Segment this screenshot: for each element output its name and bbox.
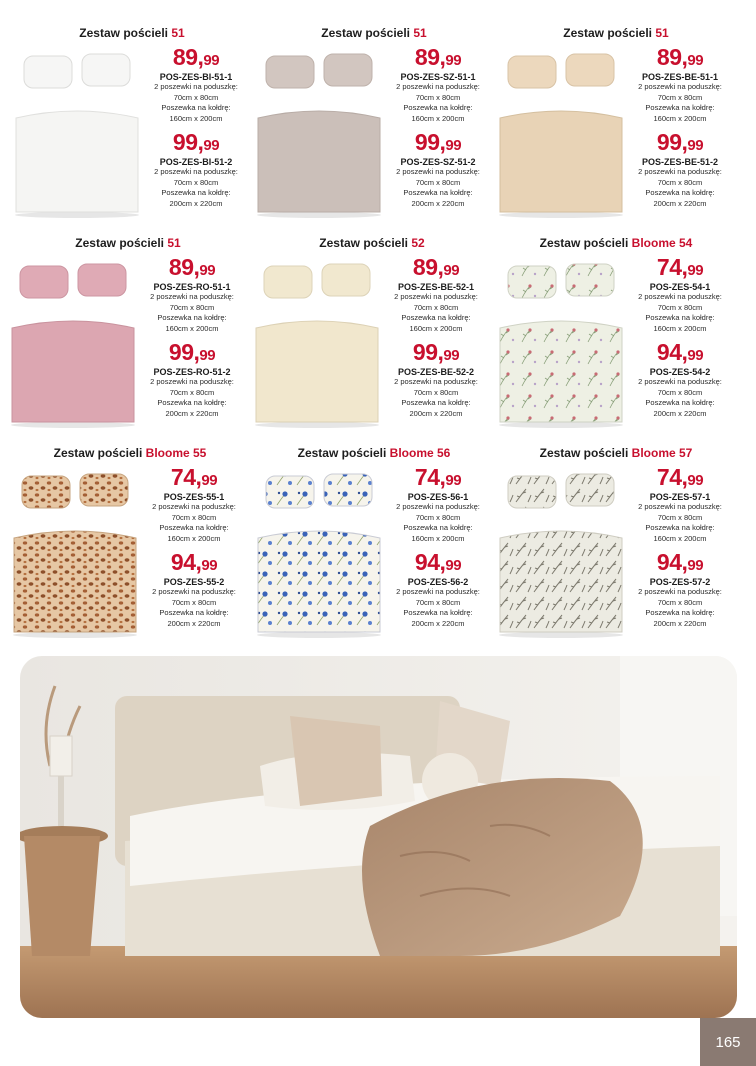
duvet-cover-label: Poszewka na kołdrę: [645,608,715,617]
duvet-cover-label: Poszewka na kołdrę: [401,313,471,322]
product-code: POS-ZES-BI-51-1 [159,72,233,82]
bedding-set-image [252,258,382,428]
price-info [136,256,248,419]
product-code: POS-ZES-55-1 [163,492,225,502]
price: 89,99 [414,44,462,70]
duvet-cover-label: Poszewka na kołdrę: [161,188,231,197]
product-title: Zestaw pościeli 51 [75,236,181,250]
duvet-cover-label: Poszewka na kołdrę: [157,398,227,407]
duvet-cover-size: 160cm x 200cm [169,113,223,123]
product-code: POS-ZES-RO-51-1 [153,282,231,292]
product-code: POS-ZES-57-2 [649,577,711,587]
product-title: Zestaw pościeli 51 [321,26,427,40]
product-code: POS-ZES-RO-51-2 [153,367,231,377]
product-title: Zestaw pościeli Bloome 54 [539,236,693,250]
pillowcase-label: 2 poszewki na poduszkę: [394,377,478,386]
price: 89,99 [412,254,460,280]
product-card [12,26,252,226]
pillowcase-label: 2 poszewki na poduszkę: [638,292,722,301]
product-code: POS-ZES-BE-51-2 [641,157,719,167]
product-card [8,236,248,436]
pillowcase-size: 70cm x 80cm [415,512,461,522]
duvet-cover-size: 200cm x 220cm [169,198,223,208]
price: 99,99 [168,339,216,365]
price: 94,99 [414,549,462,575]
pillowcase-label: 2 poszewki na poduszkę: [638,377,722,386]
bedding-set-image [254,48,384,218]
duvet-cover-label: Poszewka na kołdrę: [645,313,715,322]
price: 99,99 [172,129,220,155]
bedding-set-image [496,258,626,428]
pillowcase-size: 70cm x 80cm [657,387,703,397]
pillowcase-label: 2 poszewki na poduszkę: [396,167,480,176]
pillowcase-size: 70cm x 80cm [657,597,703,607]
pillowcase-size: 70cm x 80cm [657,512,703,522]
pillowcase-size: 70cm x 80cm [173,92,219,102]
product-title: Zestaw pościeli Bloome 56 [297,446,451,460]
duvet-cover-label: Poszewka na kołdrę: [403,188,473,197]
duvet-cover-size: 200cm x 220cm [653,198,707,208]
pillowcase-label: 2 poszewki na poduszkę: [150,292,234,301]
pillowcase-label: 2 poszewki na poduszkę: [152,502,236,511]
duvet-cover-size: 160cm x 200cm [409,323,463,333]
duvet-cover-label: Poszewka na kołdrę: [645,103,715,112]
duvet-cover-label: Poszewka na kołdrę: [401,398,471,407]
product-code: POS-ZES-SZ-51-1 [400,72,476,82]
price-info [380,256,492,419]
product-title: Zestaw pościeli 52 [319,236,425,250]
duvet-cover-size: 160cm x 200cm [167,533,221,543]
product-code: POS-ZES-56-1 [407,492,469,502]
product-code: POS-ZES-57-1 [649,492,711,502]
price-info [624,466,736,629]
price-info [624,46,736,209]
duvet-cover-size: 160cm x 200cm [653,533,707,543]
pillowcase-label: 2 poszewki na poduszkę: [396,82,480,91]
product-card [496,446,736,646]
product-code: POS-ZES-BI-51-2 [159,157,233,167]
duvet-cover-size: 200cm x 220cm [167,618,221,628]
duvet-cover-label: Poszewka na kołdrę: [645,398,715,407]
price: 89,99 [656,44,704,70]
product-card [496,26,736,226]
duvet-cover-size: 200cm x 220cm [653,408,707,418]
price: 99,99 [656,129,704,155]
pillowcase-label: 2 poszewki na poduszkę: [396,587,480,596]
product-title: Zestaw pościeli 51 [563,26,669,40]
pillowcase-size: 70cm x 80cm [171,597,217,607]
product-code: POS-ZES-55-2 [163,577,225,587]
duvet-cover-size: 160cm x 200cm [653,113,707,123]
product-code: POS-ZES-BE-51-1 [641,72,719,82]
price: 89,99 [168,254,216,280]
price-info [138,466,250,629]
duvet-cover-size: 160cm x 200cm [411,533,465,543]
pillowcase-size: 70cm x 80cm [415,177,461,187]
pillowcase-size: 70cm x 80cm [415,92,461,102]
price: 74,99 [414,464,462,490]
duvet-cover-label: Poszewka na kołdrę: [645,188,715,197]
pillowcase-size: 70cm x 80cm [169,387,215,397]
pillowcase-size: 70cm x 80cm [413,387,459,397]
duvet-cover-label: Poszewka na kołdrę: [159,608,229,617]
price: 94,99 [656,549,704,575]
duvet-cover-size: 160cm x 200cm [165,323,219,333]
duvet-cover-size: 200cm x 220cm [409,408,463,418]
product-card [10,446,250,646]
pillowcase-label: 2 poszewki na poduszkę: [150,377,234,386]
duvet-cover-label: Poszewka na kołdrę: [403,523,473,532]
product-code: POS-ZES-54-1 [649,282,711,292]
duvet-cover-label: Poszewka na kołdrę: [403,103,473,112]
duvet-cover-size: 200cm x 220cm [411,618,465,628]
price-info [624,256,736,419]
pillowcase-size: 70cm x 80cm [657,302,703,312]
bedding-set-image [8,258,138,428]
pillowcase-size: 70cm x 80cm [657,177,703,187]
price-info [382,466,494,629]
product-code: POS-ZES-56-2 [407,577,469,587]
product-code: POS-ZES-BE-52-1 [397,282,475,292]
bedroom-photo [20,656,737,1018]
price: 94,99 [170,549,218,575]
duvet-cover-size: 160cm x 200cm [411,113,465,123]
pillowcase-label: 2 poszewki na poduszkę: [638,82,722,91]
price: 89,99 [172,44,220,70]
pillowcase-size: 70cm x 80cm [169,302,215,312]
pillowcase-label: 2 poszewki na poduszkę: [638,502,722,511]
bedding-set-image [12,48,142,218]
duvet-cover-size: 200cm x 220cm [653,618,707,628]
duvet-cover-size: 200cm x 220cm [411,198,465,208]
pillowcase-label: 2 poszewki na poduszkę: [152,587,236,596]
product-code: POS-ZES-SZ-51-2 [400,157,476,167]
pillowcase-label: 2 poszewki na poduszkę: [638,587,722,596]
product-card [496,236,736,436]
price-info [382,46,494,209]
pillowcase-label: 2 poszewki na poduszkę: [154,167,238,176]
duvet-cover-label: Poszewka na kołdrę: [157,313,227,322]
pillowcase-label: 2 poszewki na poduszkę: [394,292,478,301]
pillowcase-size: 70cm x 80cm [171,512,217,522]
duvet-cover-label: Poszewka na kołdrę: [645,523,715,532]
duvet-cover-size: 200cm x 220cm [165,408,219,418]
product-title: Zestaw pościeli Bloome 55 [53,446,207,460]
duvet-cover-size: 160cm x 200cm [653,323,707,333]
product-title: Zestaw pościeli 51 [79,26,185,40]
duvet-cover-label: Poszewka na kołdrę: [159,523,229,532]
page-number: 165 [700,1018,756,1066]
product-code: POS-ZES-54-2 [649,367,711,377]
bedding-set-image [10,468,140,638]
price: 99,99 [414,129,462,155]
bedding-set-image [254,468,384,638]
price: 74,99 [656,254,704,280]
duvet-cover-label: Poszewka na kołdrę: [161,103,231,112]
bedding-set-image [496,48,626,218]
price: 74,99 [656,464,704,490]
price: 74,99 [170,464,218,490]
pillowcase-size: 70cm x 80cm [415,597,461,607]
price-info [140,46,252,209]
product-card [254,446,494,646]
product-code: POS-ZES-BE-52-2 [397,367,475,377]
pillowcase-label: 2 poszewki na poduszkę: [396,502,480,511]
price: 94,99 [656,339,704,365]
pillowcase-label: 2 poszewki na poduszkę: [154,82,238,91]
product-card [252,236,492,436]
pillowcase-size: 70cm x 80cm [173,177,219,187]
price: 99,99 [412,339,460,365]
pillowcase-label: 2 poszewki na poduszkę: [638,167,722,176]
product-card [254,26,494,226]
product-title: Zestaw pościeli Bloome 57 [539,446,693,460]
pillowcase-size: 70cm x 80cm [413,302,459,312]
duvet-cover-label: Poszewka na kołdrę: [403,608,473,617]
pillowcase-size: 70cm x 80cm [657,92,703,102]
bedding-set-image [496,468,626,638]
